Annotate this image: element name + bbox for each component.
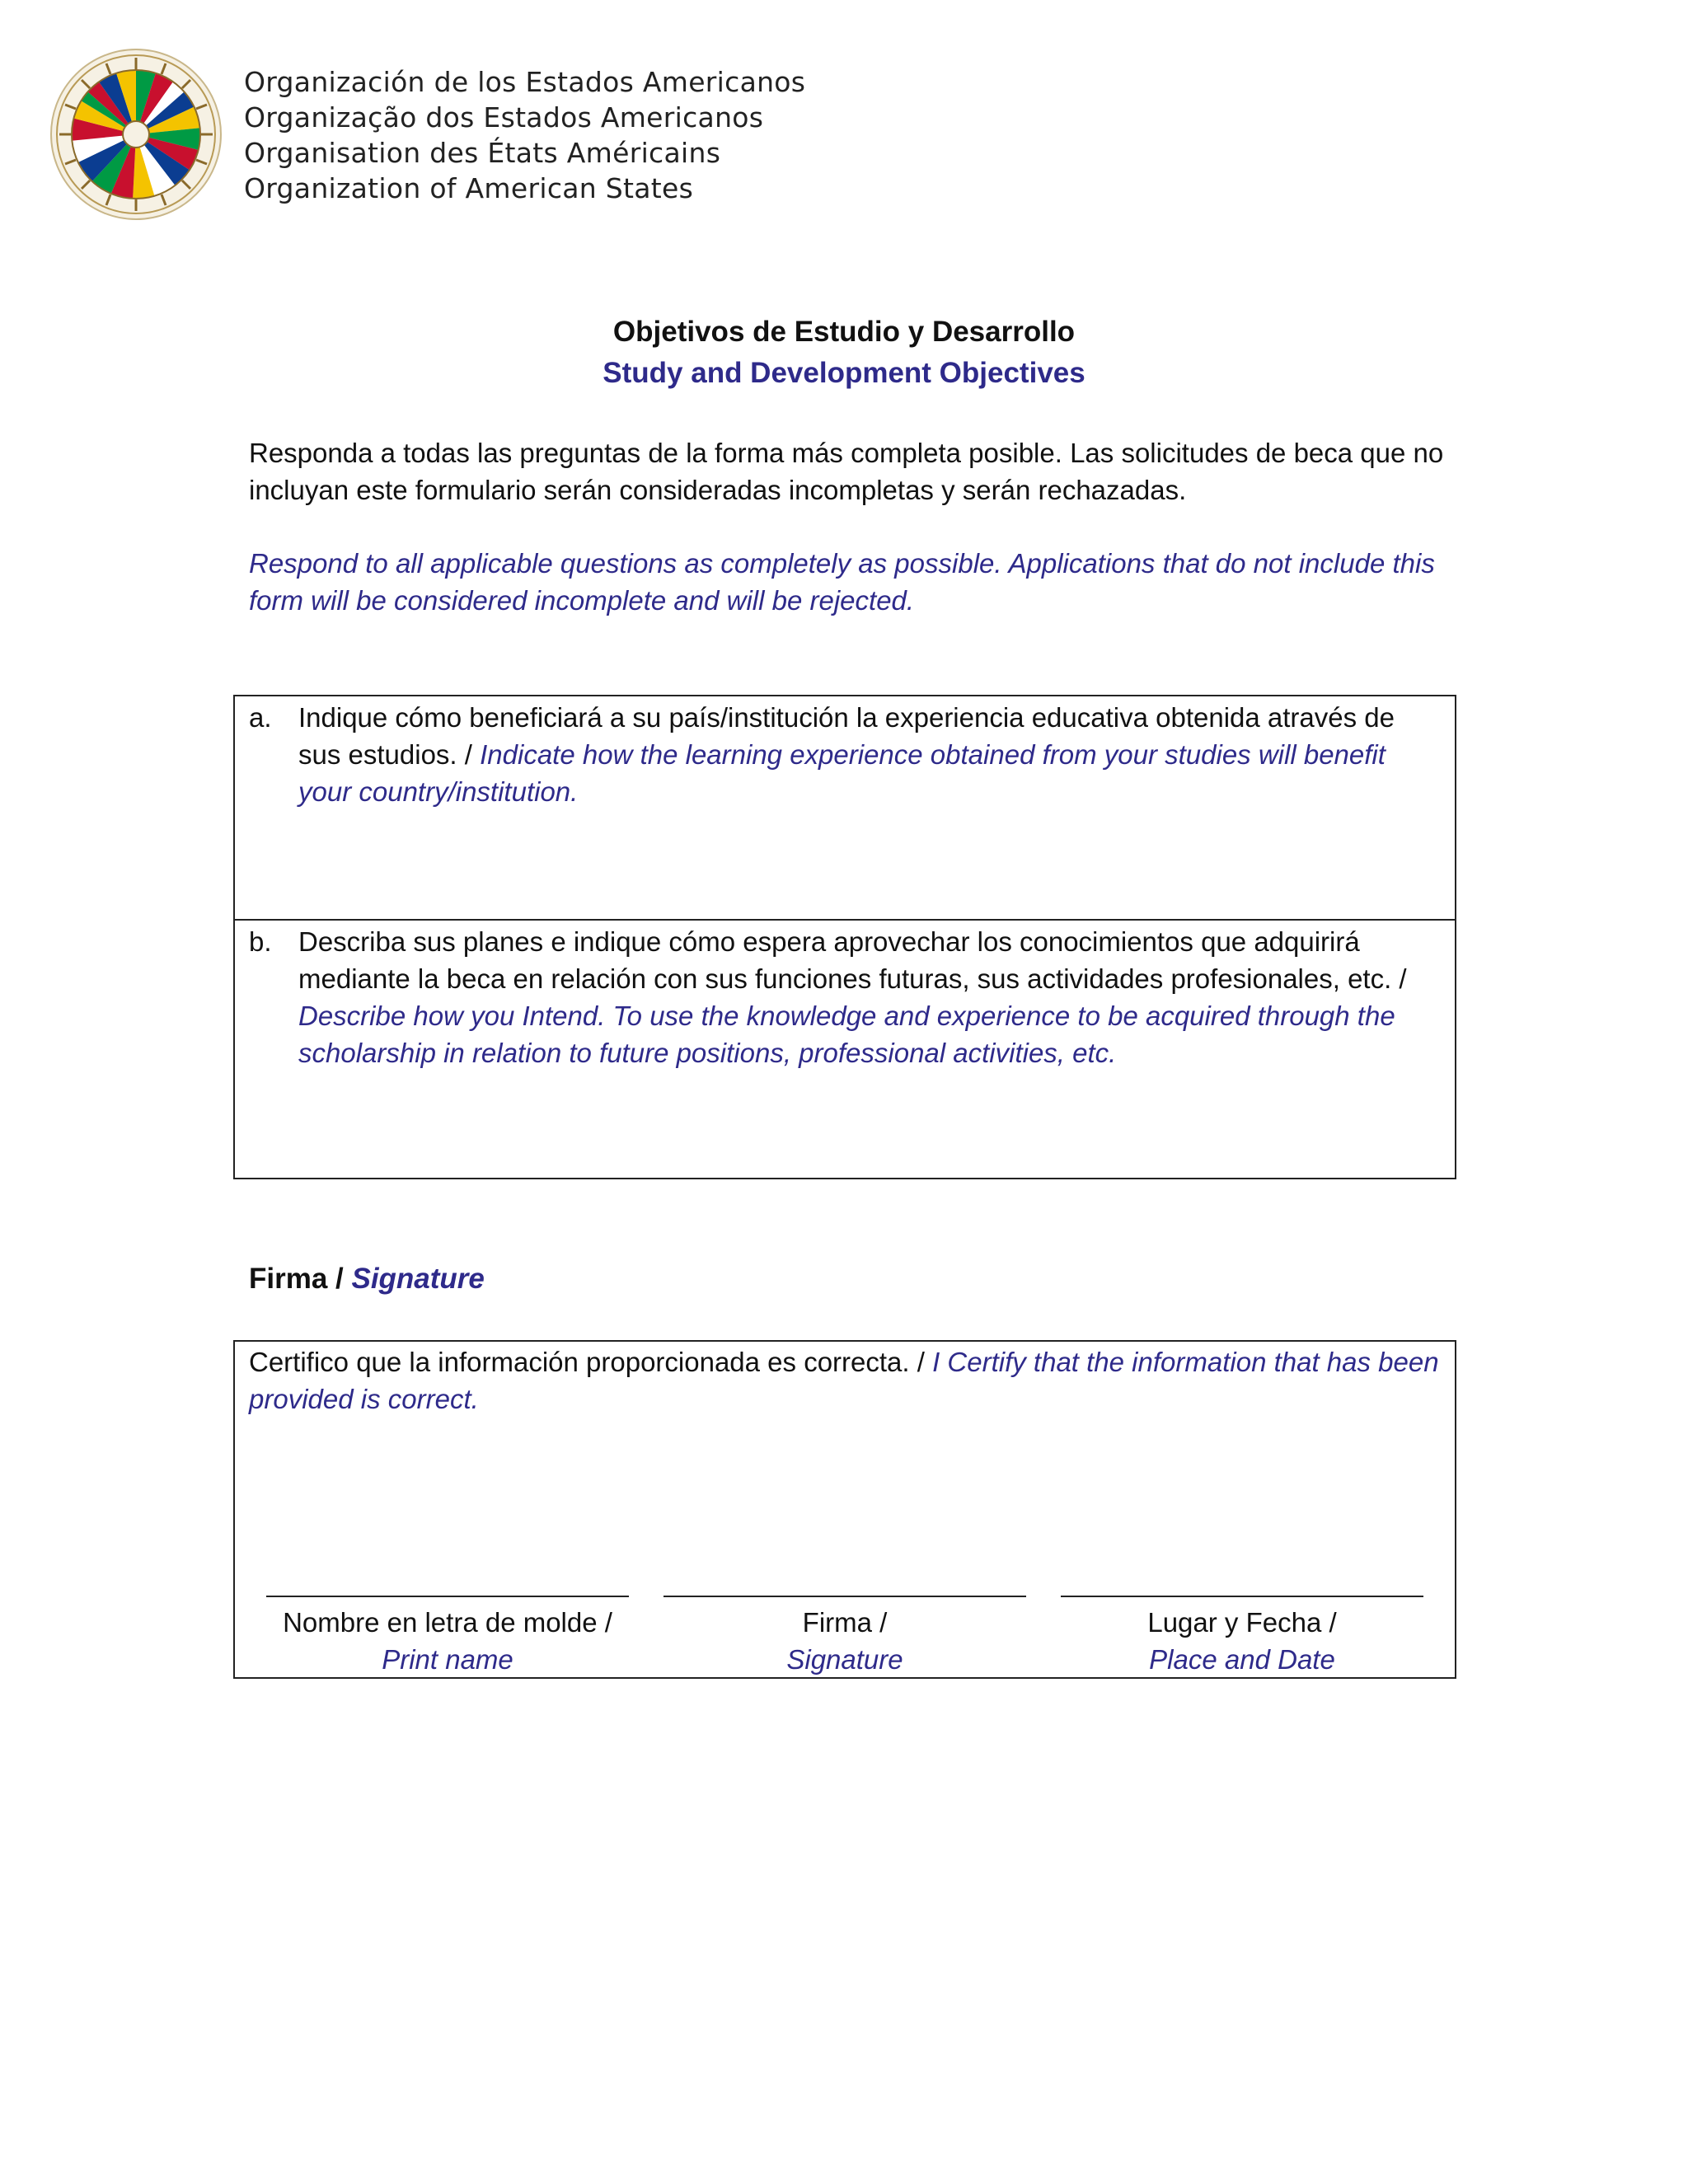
certification-spanish: Certifico que la información proporcionada es correcta. / [249,1347,933,1377]
print-name-label-english: Print name [382,1644,513,1675]
signature-heading [249,1259,485,1299]
org-name-pt: Organização dos Estados Americanos [244,101,764,134]
question-a-english: Indicate how the learning experience obtained from your studies will benefit your country/institution. [298,739,1386,807]
question-a-row[interactable] [235,696,1455,921]
print-name-line[interactable] [266,1596,629,1597]
print-name-label-spanish: Nombre en letra de molde / [283,1607,612,1638]
signature-label-spanish: Firma / [802,1607,888,1638]
signature-field[interactable] [663,1596,1026,1678]
question-letter: b. [249,926,272,957]
org-name-en: Organization of American States [244,172,694,204]
signature-heading-spanish: Firma / [249,1263,352,1295]
title-spanish: Objetivos de Estudio y Desarrollo [612,316,1076,348]
org-name-fr: Organisation des États Américains [244,137,721,169]
question-a-spanish: Indique cómo beneficiará a su país/institución la experiencia educativa obtenida através de sus estudios. / [298,702,1395,770]
question-b-row[interactable] [235,921,1455,1178]
title-english: Study and Development Objectives [603,357,1085,389]
place-date-line[interactable] [1061,1596,1423,1597]
page-header [49,48,874,221]
certification-english: I Certify that the information that has been provided is correct. [249,1347,1439,1414]
questions-table [233,695,1456,1179]
org-name-es: Organización de los Estados Americanos [244,66,806,98]
question-b-spanish: Describa sus planes e indique cómo espera aprovechar los conocimientos que adquirirá mediante la beca en relación con sus funciones futuras, sus actividades profesionales, etc. / [298,926,1407,994]
signature-box [233,1340,1456,1679]
signature-heading-english: Signature [351,1263,485,1295]
print-name-field[interactable] [266,1596,629,1678]
oas-seal-icon [49,48,223,221]
place-date-field[interactable] [1061,1596,1423,1678]
instructions-spanish: Responda a todas las preguntas de la forma más completa posible. Las solicitudes de beca que no incluyan este formulario serán consideradas incompletas y serán rechazadas. [249,438,1444,505]
place-date-label-spanish: Lugar y Fecha / [1147,1607,1337,1638]
instructions-english: Respond to all applicable questions as completely as possible. Applications that do not include this form will be considered incomplete and will be rejected. [249,548,1435,616]
place-date-label-english: Place and Date [1149,1644,1335,1675]
question-b-english: Describe how you Intend. To use the knowledge and experience to be acquired through the scholarship in relation to future positions, professional activities, etc. [298,1001,1395,1068]
form-title [0,312,1688,394]
question-letter: a. [249,702,272,733]
signature-line[interactable] [663,1596,1026,1597]
question-b-text [298,923,1444,1071]
question-a-text [298,699,1444,810]
certification-statement [249,1343,1444,1418]
signature-label-english: Signature [786,1644,903,1675]
organization-names [244,64,805,206]
